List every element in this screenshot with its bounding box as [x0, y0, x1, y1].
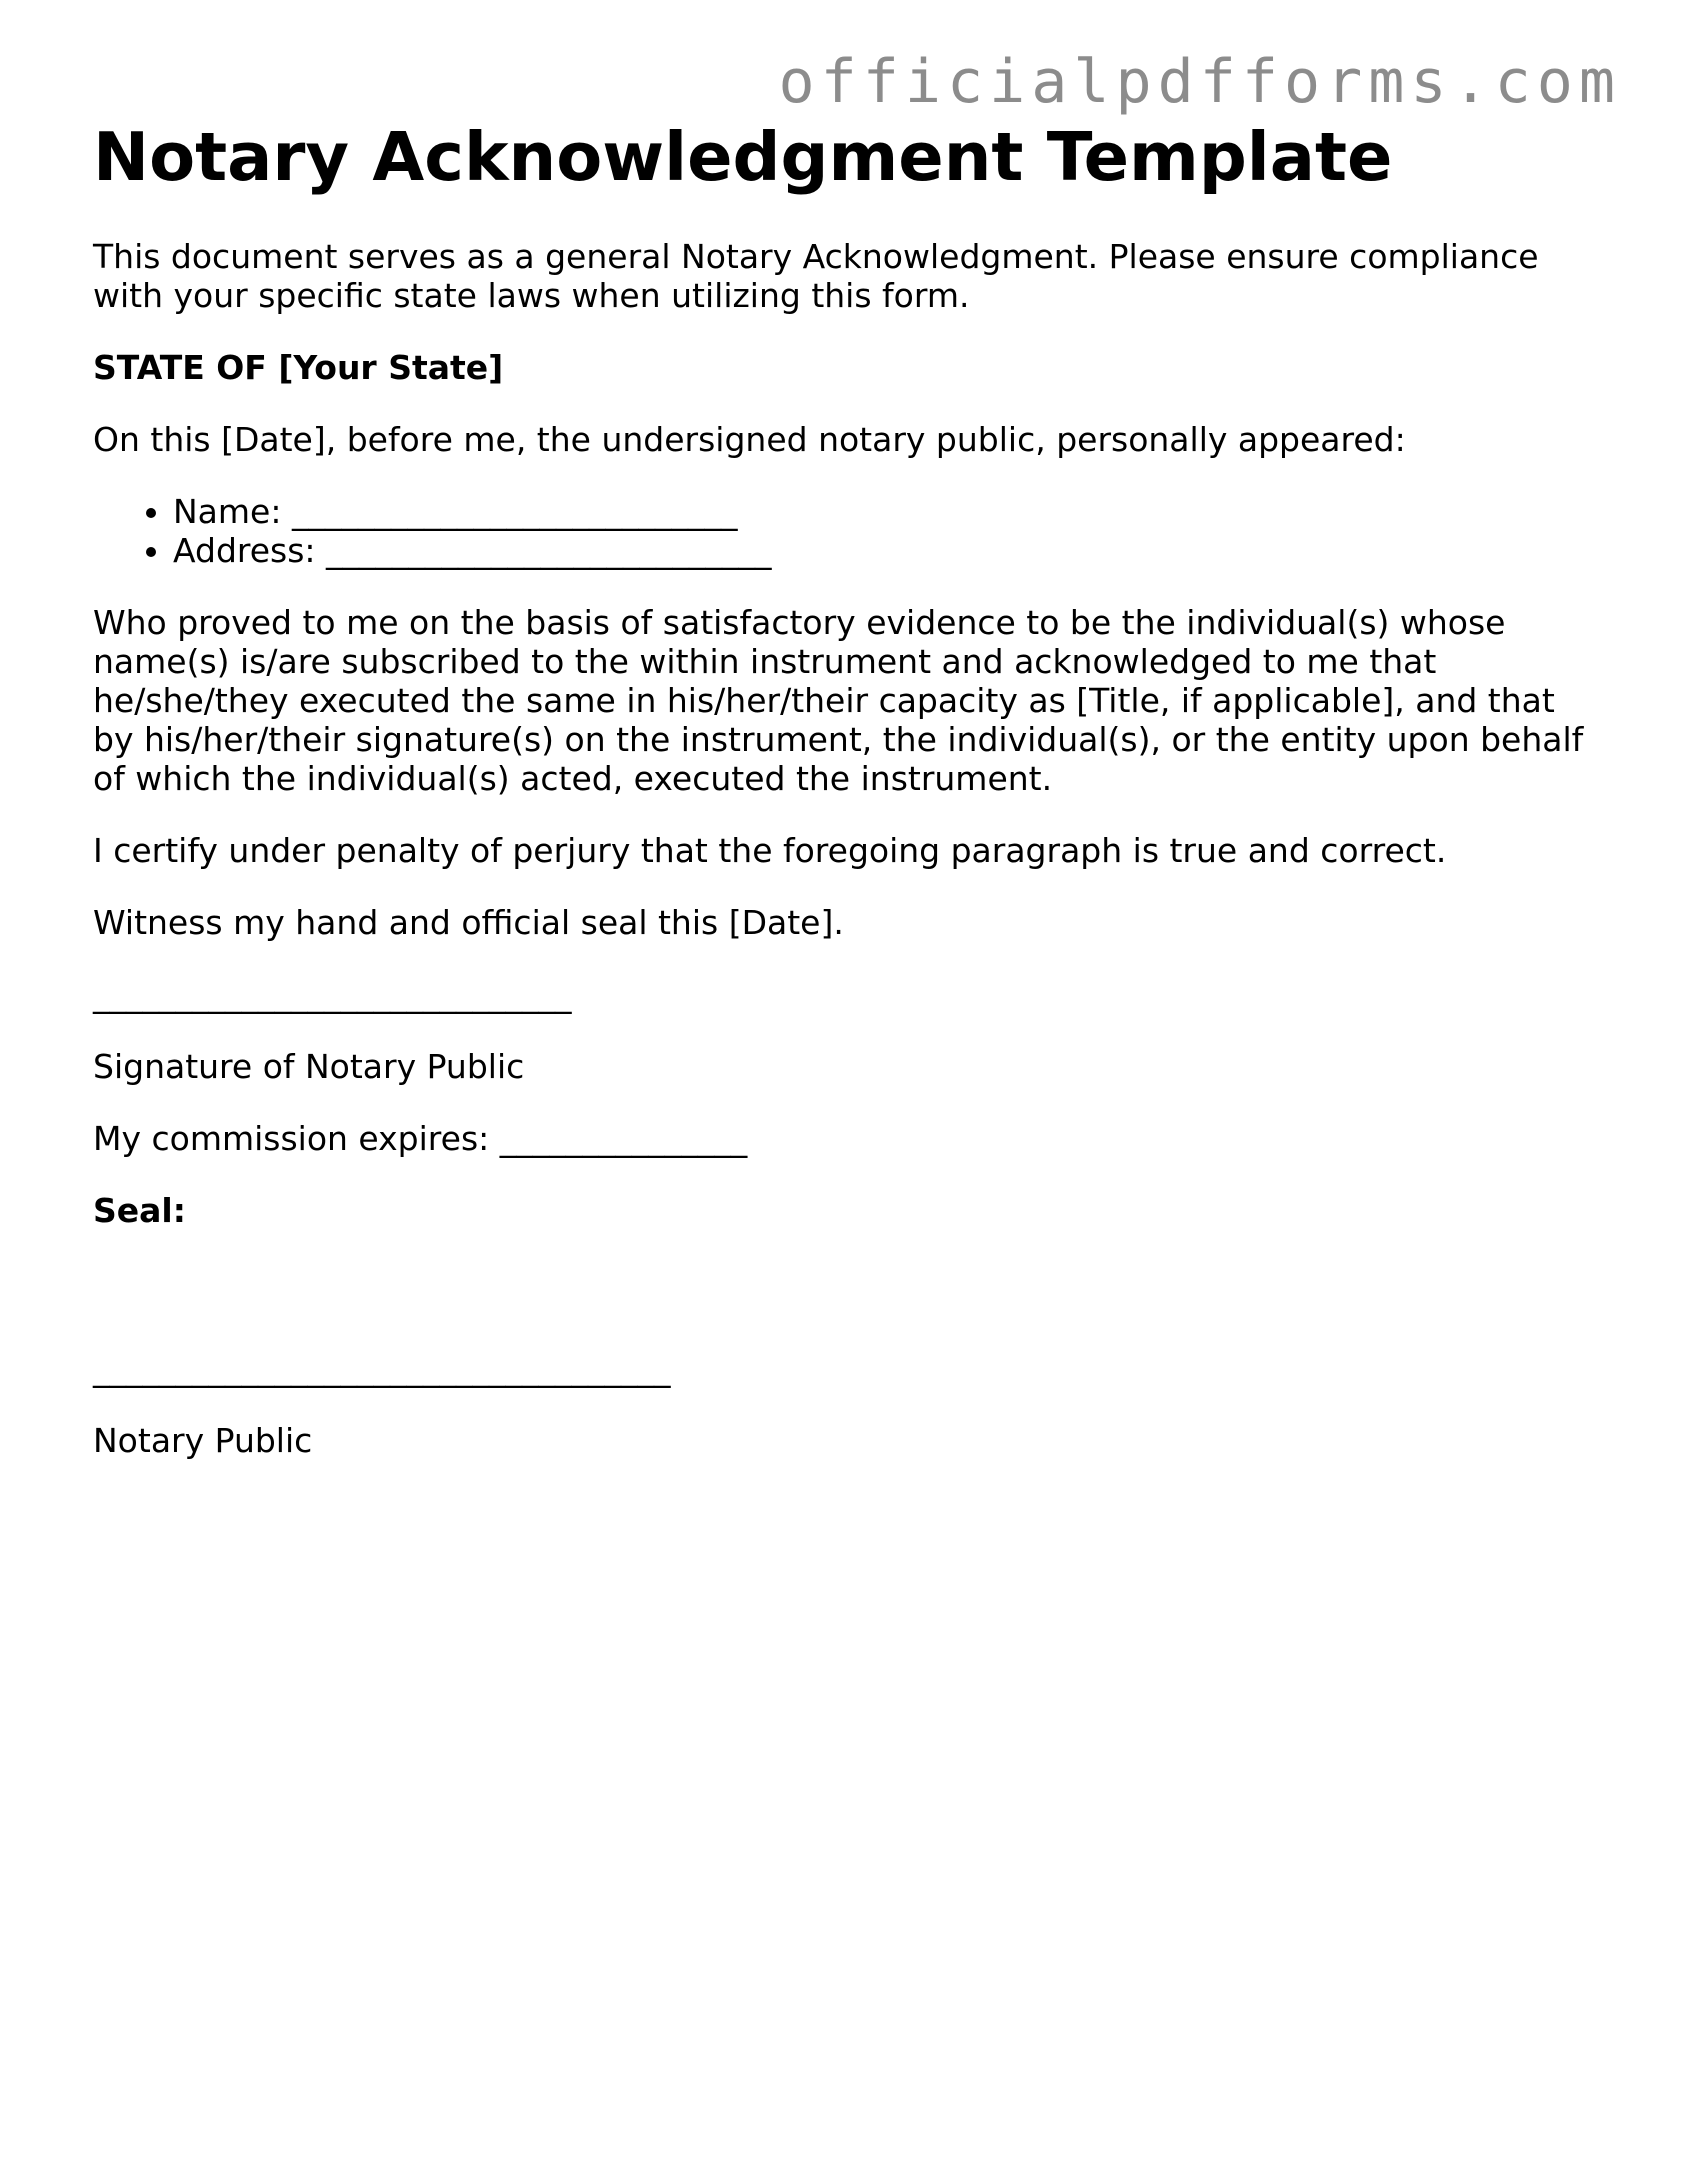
notary-label: Notary Public: [93, 1421, 313, 1460]
intro-paragraph: This document serves as a general Notary Acknowledgment. Please ensure compliance with your specific state laws when utilizing this form.: [93, 237, 1539, 315]
seal-label: Seal:: [93, 1191, 186, 1230]
name-field: • Name: ___________________________: [173, 492, 1593, 531]
watermark-text: officialpdfforms.com: [778, 47, 1621, 117]
state-heading: STATE OF [Your State]: [93, 348, 504, 387]
notary-line: ___________________________________: [93, 1349, 671, 1388]
document-body: [93, 117, 1593, 1493]
certification-paragraph: I certify under penalty of perjury that the foregoing paragraph is true and correct.: [93, 831, 1447, 870]
signature-label: Signature of Notary Public: [93, 1047, 525, 1086]
seal-area: [93, 1263, 1593, 1349]
signature-line: _____________________________: [93, 975, 572, 1014]
appearance-paragraph: On this [Date], before me, the undersigned notary public, personally appeared:: [93, 420, 1406, 459]
page-title: Notary Acknowledgment Template: [93, 118, 1393, 196]
witness-paragraph: Witness my hand and official seal this [Date].: [93, 903, 844, 942]
appearer-fields-list: [93, 492, 1593, 570]
commission-expires: My commission expires: _______________: [93, 1119, 748, 1158]
acknowledgment-paragraph: Who proved to me on the basis of satisfactory evidence to be the individual(s) whose name(s) is/are subscribed to the within instrument and acknowledged to me that he/she/they executed the same in his/her/their capacity as [Title, if applicable], and that by his/her/their signature(s) on the instrument, the individual(s), or the entity upon behalf of which the individual(s) acted, executed the instrument.: [93, 603, 1584, 798]
address-field: • Address: ___________________________: [173, 531, 1593, 570]
